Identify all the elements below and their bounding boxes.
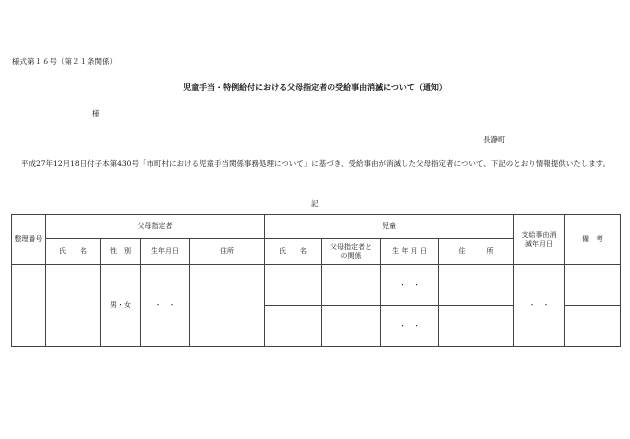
cell-remarks-1[interactable] [565, 265, 621, 306]
cell-child1-address[interactable] [439, 265, 514, 306]
header-parent-sex: 性 別 [101, 239, 141, 265]
cell-child1-relation[interactable] [322, 265, 381, 306]
header-remarks: 備 考 [565, 215, 621, 265]
body-paragraph: 平成27年12月18日付子本第430号「市町村における児童手当関係事務処理について」に基づき、受給事由が消滅した父母指定者について、下記のとおり情報提供いたします。 [21, 159, 611, 168]
cell-serial[interactable] [12, 265, 46, 347]
header-child-name: 氏 名 [265, 239, 322, 265]
ki-heading: 記 [311, 199, 319, 208]
header-serial: 整理番号 [12, 215, 46, 265]
cell-child2-relation[interactable] [322, 306, 381, 347]
cell-child2-address[interactable] [439, 306, 514, 347]
cell-remarks-2[interactable] [565, 306, 621, 347]
cell-parent-name[interactable] [46, 265, 101, 347]
cell-expiry[interactable]: ・ ・ [514, 265, 565, 347]
header-parent-dob: 生年月日 [141, 239, 190, 265]
cell-child1-name[interactable] [265, 265, 322, 306]
cell-parent-address[interactable] [190, 265, 265, 347]
header-parent-name: 氏 名 [46, 239, 101, 265]
header-expiry: 支給事由消滅年月日 [514, 215, 565, 265]
form-number: 様式第１６号（第２１条関係） [12, 57, 117, 66]
header-child-address: 住 所 [439, 239, 514, 265]
header-parent-group: 父母指定者 [46, 215, 265, 239]
document-title: 児童手当・特例給付における父母指定者の受給事由消滅について（通知） [183, 83, 447, 92]
header-child-group: 児童 [265, 215, 514, 239]
cell-parent-sex[interactable]: 男・女 [101, 265, 141, 347]
cell-parent-dob[interactable]: ・ ・ [141, 265, 190, 347]
header-child-relation: 父母指定者との関係 [322, 239, 381, 265]
cell-child1-dob[interactable]: ・ ・ [381, 265, 439, 306]
info-table [11, 214, 621, 347]
cell-child2-dob[interactable]: ・ ・ [381, 306, 439, 347]
recipient-suffix: 様 [92, 109, 100, 118]
sender-name: 長瀞町 [483, 135, 506, 144]
cell-child2-name[interactable] [265, 306, 322, 347]
header-parent-address: 住所 [190, 239, 265, 265]
header-child-dob: 生 年 月 日 [381, 239, 439, 265]
